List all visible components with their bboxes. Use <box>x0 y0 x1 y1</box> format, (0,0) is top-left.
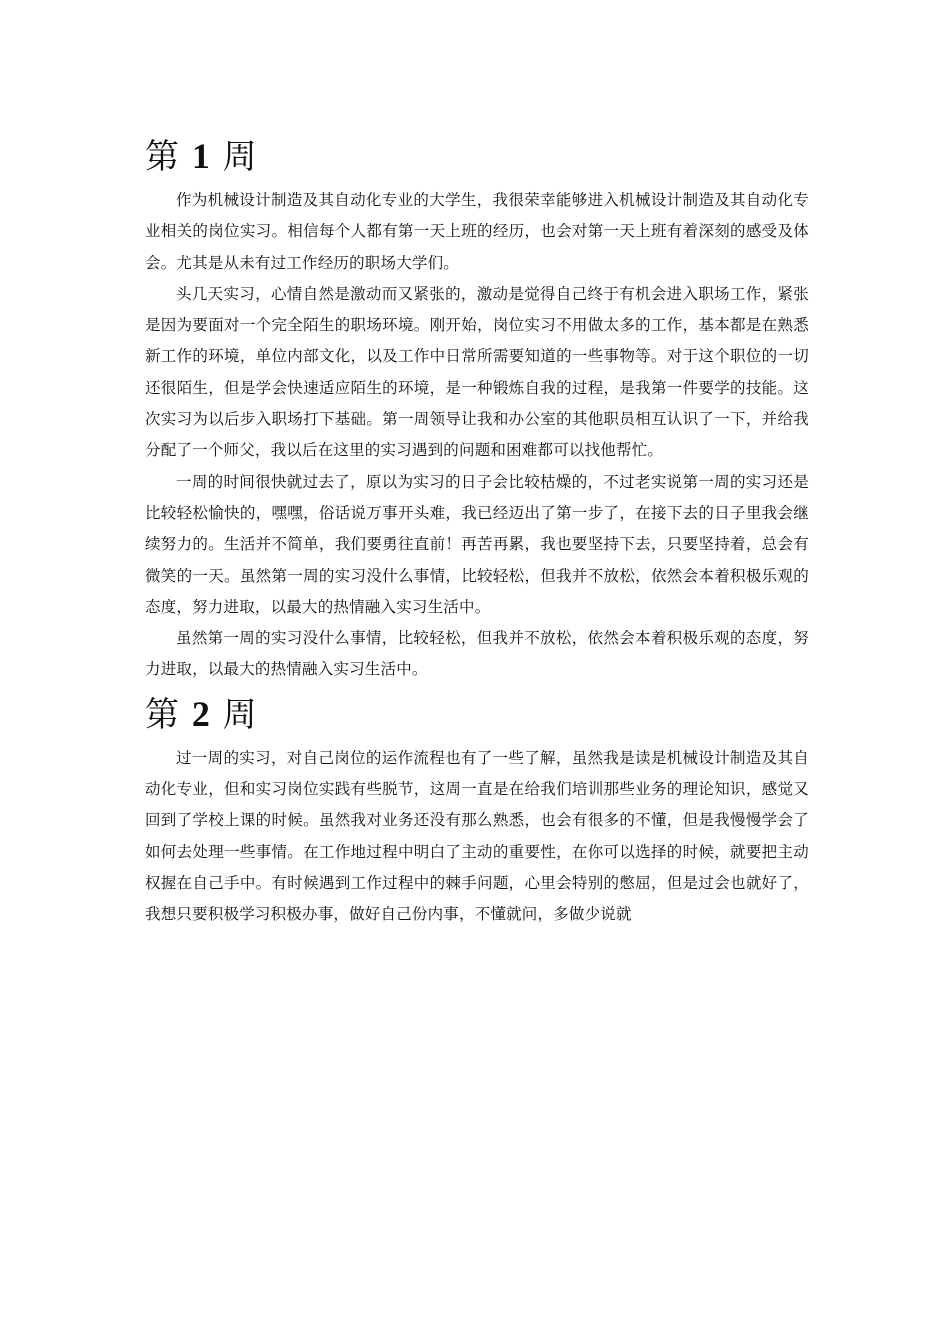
week-2-paragraph-1: 过一周的实习，对自己岗位的运作流程也有了一些了解，虽然我是读是机械设计制造及其自动化专业，但和实习岗位实践有些脱节，这周一直是在给我们培训那些业务的理论知识，感觉又回到了学校上课的时候。虽然我对业务还没有那么熟悉，也会有很多的不懂，但是我慢慢学会了如何去处理一些事情。在工作地过程中明白了主动的重要性，在你可以选择的时候，就要把主动权握在自己手中。有时候遇到工作过程中的棘手问题，心里会特别的憋屈，但是过会也就好了，我想只要积极学习积极办事，做好自己份内事，不懂就问，多做少说就 <box>145 748 809 924</box>
week-1-paragraph-3: 一周的时间很快就过去了，原以为实习的日子会比较枯燥的，不过老实说第一周的实习还是比较轻松愉快的，嘿嘿，俗话说万事开头难，我已经迈出了第一步了，在接下去的日子里我会继续努力的。生活并不简单，我们要勇往直前！再苦再累，我也要坚持下去，只要坚持着，总会有微笑的一天。虽然第一周的实习没什么事情，比较轻松，但我并不放松，依然会本着积极乐观的态度，努力进取，以最大的热情融入实习生活中。 <box>145 472 809 616</box>
week-2-heading-number: 2 <box>191 693 211 734</box>
week-1-heading <box>145 128 809 185</box>
document-body <box>145 128 809 931</box>
week-1-heading-prefix: 第 <box>145 137 180 177</box>
week-1-heading-number: 1 <box>191 136 211 176</box>
week-1-paragraph-1: 作为机械设计制造及其自动化专业的大学生，我很荣幸能够进入机械设计制造及其自动化专业相关的岗位实习。相信每个人都有第一天上班的经历，也会对第一天上班有着深刻的感受及体会。尤其是从未有过工作经历的职场大学们。 <box>145 191 809 272</box>
week-2-heading-prefix: 第 <box>145 694 180 735</box>
week-2-heading-suffix: 周 <box>222 694 258 735</box>
week-1-paragraph-2: 头几天实习，心情自然是激动而又紧张的，激动是觉得自己终于有机会进入职场工作，紧张是因为要面对一个完全陌生的职场环境。刚开始，岗位实习不用做太多的工作，基本都是在熟悉新工作的环境，单位内部文化，以及工作中日常所需要知道的一些事物等。对于这个职位的一切还很陌生，但是学会快速适应陌生的环境，是一种锻炼自我的过程，是我第一件要学的技能。这次实习为以后步入职场打下基础。第一周领导让我和办公室的其他职员相互认识了一下，并给我分配了一个师父，我以后在这里的实习遇到的问题和困难都可以找他帮忙。 <box>145 284 809 460</box>
week-2-heading <box>145 686 809 743</box>
week-1-paragraph-4: 虽然第一周的实习没什么事情，比较轻松，但我并不放松，依然会本着积极乐观的态度，努力进取，以最大的热情融入实习生活中。 <box>145 629 809 679</box>
week-1-heading-suffix: 周 <box>222 137 258 177</box>
